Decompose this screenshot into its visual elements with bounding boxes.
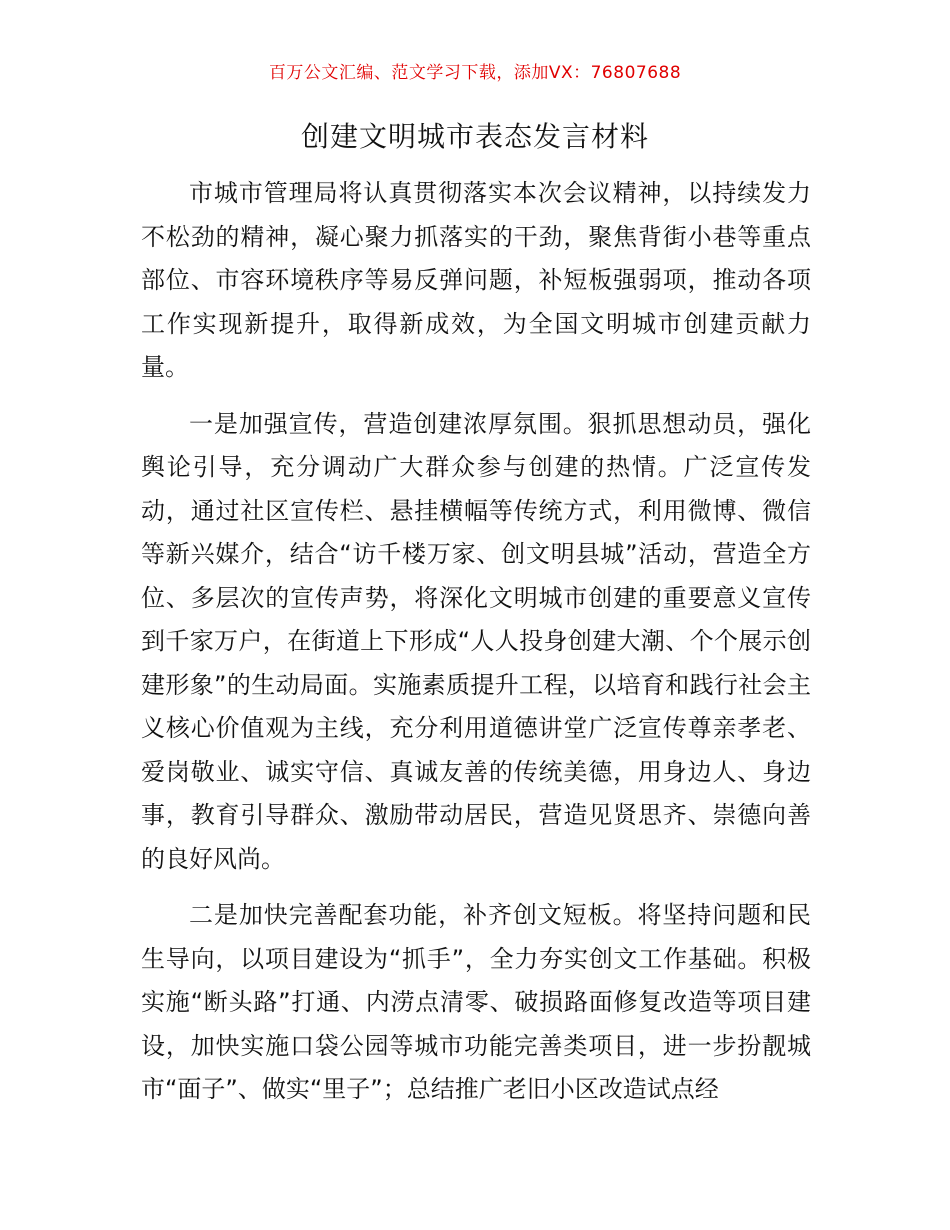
header-note: 百万公文汇编、范文学习下载，添加VX：76807688 xyxy=(268,63,682,83)
document-body xyxy=(141,172,811,1125)
document-title: 创建文明城市表态发言材料 xyxy=(300,120,649,153)
paragraph-facilities: 二是加快完善配套功能，补齐创文短板。将坚持问题和民生导向，以项目建设为“抓手”，全力夯实创文工作基础。积极实施“断头路”打通、内涝点清零、破损路面修复改造等项目建设，加快实施口袋公园等城市功能完善类项目，进一步扮靓城市“面子”、做实“里子”；总结推广老旧小区改造试点经 xyxy=(141,901,811,1103)
paragraph-intro: 市城市管理局将认真贯彻落实本次会议精神，以持续发力不松劲的精神，凝心聚力抓落实的干劲，聚焦背街小巷等重点部位、市容环境秩序等易反弹问题，补短板强弱项，推动各项工作实现新提升，取得新成效，为全国文明城市创建贡献力量。 xyxy=(141,179,811,381)
paragraph-publicity: 一是加强宣传，营造创建浓厚氛围。狠抓思想动员，强化舆论引导，充分调动广大群众参与创建的热情。广泛宣传发动，通过社区宣传栏、悬挂横幅等传统方式，利用微博、微信等新兴媒介，结合“访千楼万家、创文明县城”活动，营造全方位、多层次的宣传声势，将深化文明城市创建的重要意义宣传到千家万户，在街道上下形成“人人投身创建大潮、个个展示创建形象”的生动局面。实施素质提升工程，以培育和践行社会主义核心价值观为主线，充分利用道德讲堂广泛宣传尊亲孝老、爱岗敬业、诚实守信、真诚友善的传统美德，用身边人、身边事，教育引导群众、激励带动居民，营造见贤思齐、崇德向善的良好风尚。 xyxy=(141,409,811,873)
